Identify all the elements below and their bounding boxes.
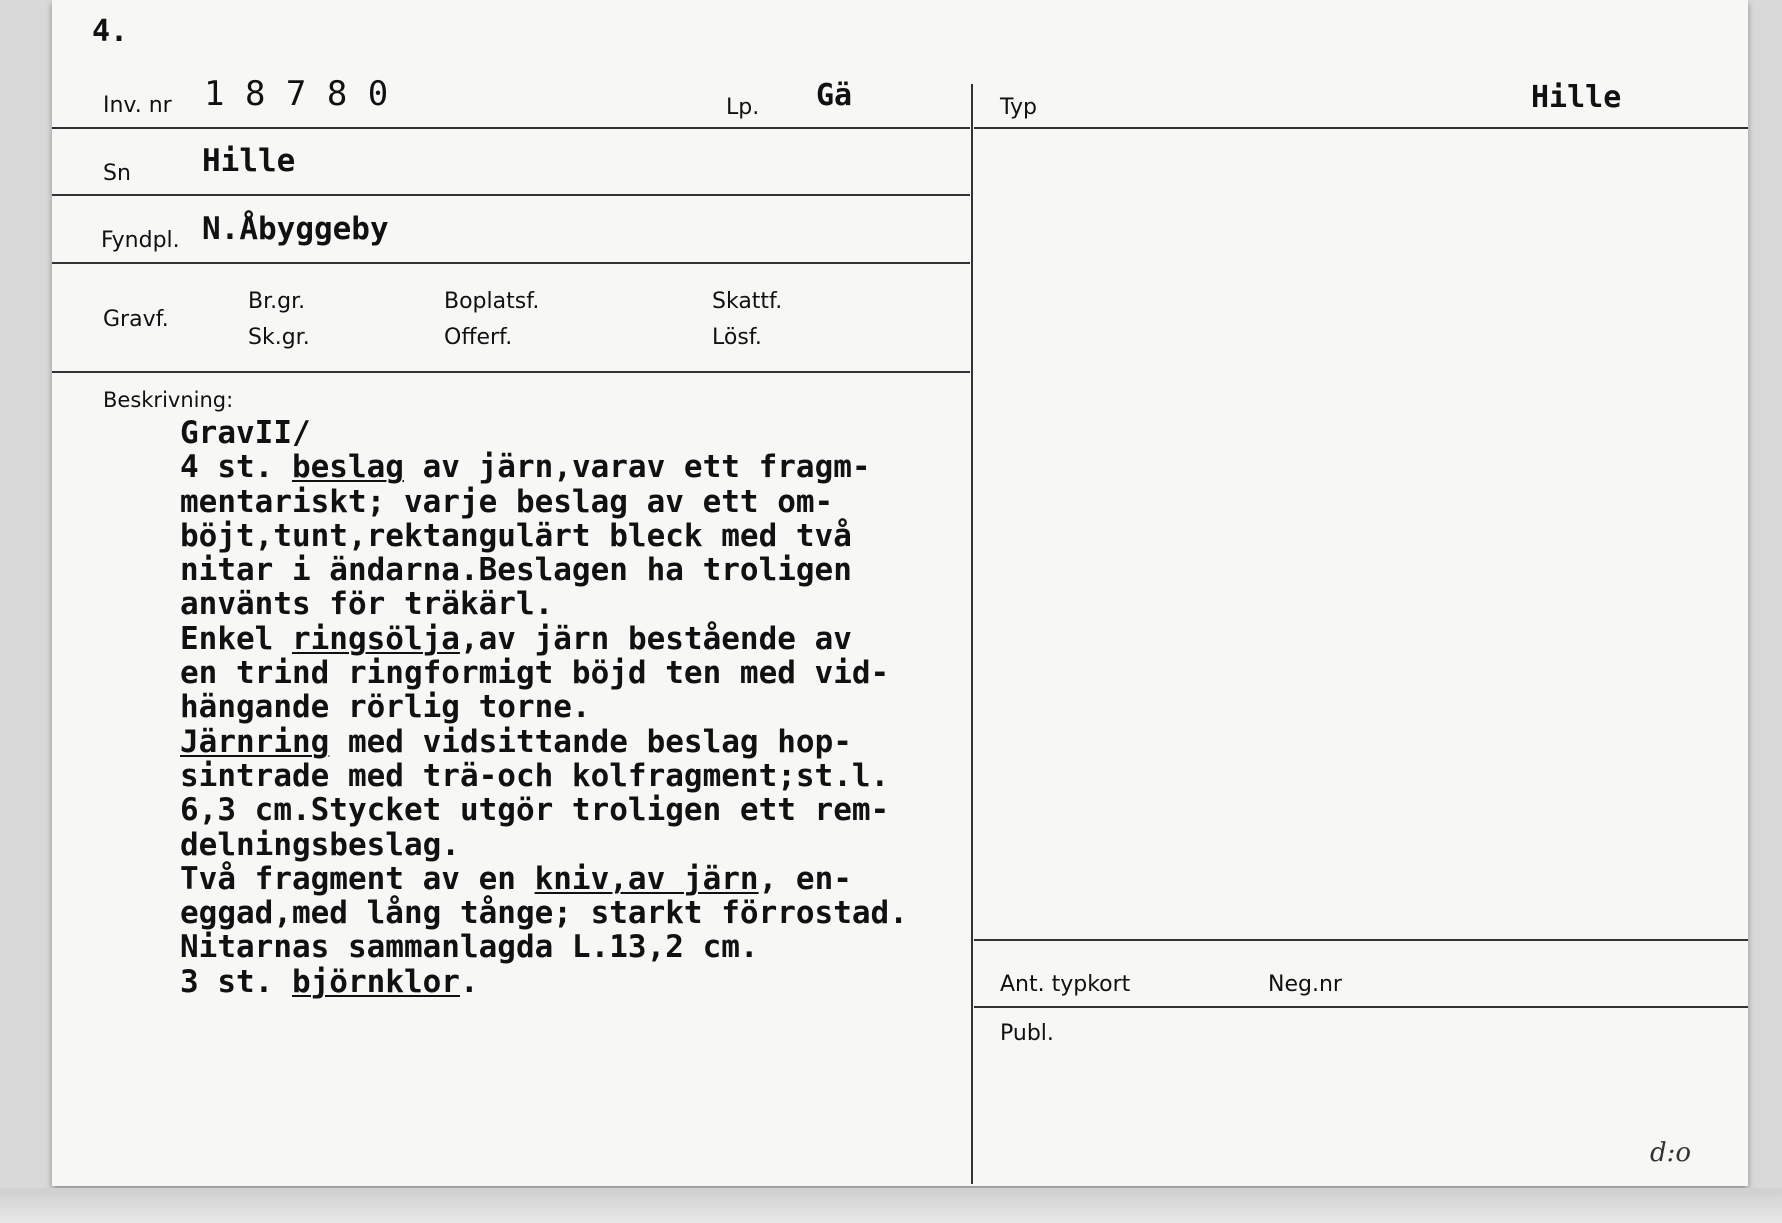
description-segment: eggad,med lång tånge; starkt förrostad. (180, 895, 908, 932)
publ-label: Publ. (1000, 1021, 1054, 1046)
description-segment: av järn,varav ett fragm- (403, 449, 871, 486)
sn-value: Hille (202, 143, 296, 179)
description-segment: 6,3 cm.Stycket utgör troligen ett rem- (180, 792, 890, 829)
inv-nr-label: Inv. nr (103, 93, 172, 118)
description-segment: ,av järn bestående av (459, 620, 852, 657)
description-segment: hängande rörlig torne. (180, 689, 591, 726)
description-line (180, 553, 908, 587)
description-segment: Nitarnas sammanlagda L.13,2 cm. (180, 929, 759, 966)
underlined-keyword: björnklor (291, 963, 460, 1000)
card-number: 4. (92, 14, 129, 49)
description-segment: delningsbeslag. (180, 826, 460, 863)
fyndpl-value: N.Åbyggeby (202, 211, 389, 247)
description-text (180, 416, 908, 999)
description-line (180, 519, 908, 553)
fyndpl-label: Fyndpl. (101, 228, 180, 253)
description-line (180, 587, 908, 621)
typ-value: Hille (1531, 80, 1622, 115)
description-segment: använts för träkärl. (180, 586, 554, 623)
beskrivning-label: Beskrivning: (103, 388, 234, 412)
divider (974, 127, 1748, 129)
scan-bottom-edge (0, 1188, 1782, 1223)
description-line (180, 690, 908, 724)
sn-label: Sn (103, 161, 131, 186)
column-divider (971, 84, 973, 1184)
divider (52, 127, 970, 129)
skgr-label: Sk.gr. (248, 325, 310, 350)
description-segment: Två fragment av en (180, 860, 535, 897)
description-line (180, 896, 908, 930)
losf-label: Lösf. (712, 325, 762, 350)
description-line (180, 759, 908, 793)
divider (52, 262, 970, 264)
description-segment: böjt,tunt,rektangulärt bleck med två (180, 517, 852, 554)
boplatsf-label: Boplatsf. (444, 289, 540, 314)
description-segment: GravII/ (180, 415, 311, 451)
inv-nr-value: 1 8 7 8 0 (204, 74, 389, 114)
description-segment: nitar i ändarna.Beslagen ha troligen (180, 552, 852, 589)
description-segment: med vidsittande beslag hop- (329, 723, 852, 760)
offerf-label: Offerf. (444, 325, 513, 350)
description-segment: mentariskt; varje beslag av ett om- (180, 483, 834, 520)
description-line (180, 828, 908, 862)
description-segment: 3 st. (180, 963, 292, 1000)
description-line (180, 965, 908, 999)
ant-typkort-label: Ant. typkort (1000, 972, 1131, 997)
description-line (180, 656, 908, 690)
description-segment: . (459, 963, 479, 1000)
description-line (180, 793, 908, 827)
description-segment: en trind ringformigt böjd ten med vid- (180, 655, 890, 692)
description-segment: , en- (758, 860, 852, 897)
typ-label: Typ (1000, 95, 1037, 120)
handwritten-note: d:o (1650, 1138, 1692, 1168)
divider (974, 1006, 1748, 1008)
brgr-label: Br.gr. (248, 289, 306, 314)
neg-nr-label: Neg.nr (1268, 972, 1342, 997)
underlined-keyword: Järnring (180, 723, 330, 760)
divider (52, 194, 970, 196)
lp-label: Lp. (726, 95, 760, 120)
description-segment: Enkel (180, 620, 292, 657)
description-segment: sintrade med trä-och kolfragment;st.l. (180, 757, 890, 794)
description-line (180, 622, 908, 656)
description-segment: 4 st. (180, 449, 292, 486)
underlined-keyword: ringsölja (291, 620, 460, 657)
underlined-keyword: kniv,av järn (534, 860, 759, 897)
underlined-keyword: beslag (291, 449, 404, 486)
description-line (180, 416, 908, 450)
skattf-label: Skattf. (712, 289, 783, 314)
divider (52, 371, 970, 373)
description-line (180, 862, 908, 896)
description-line (180, 930, 908, 964)
description-line (180, 450, 908, 484)
divider (974, 939, 1748, 941)
gravf-label: Gravf. (103, 307, 169, 332)
lp-value: Gä (816, 78, 853, 113)
description-line (180, 725, 908, 759)
description-line (180, 485, 908, 519)
